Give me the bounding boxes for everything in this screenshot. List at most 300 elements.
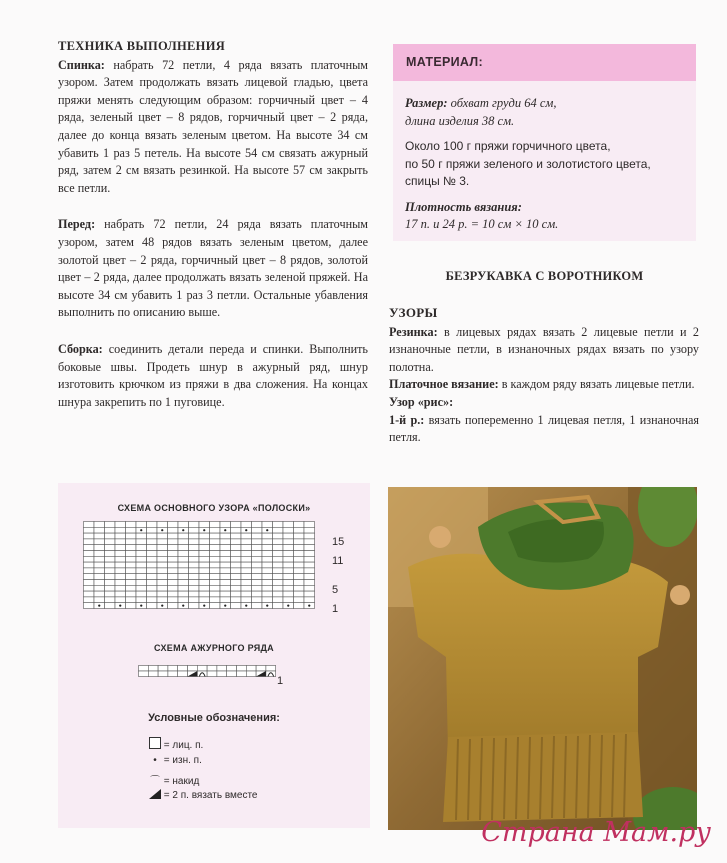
grid-cell	[283, 545, 294, 551]
grid-cell	[220, 585, 231, 591]
k2tog-triangle-icon	[149, 789, 161, 799]
purl-dot	[98, 605, 100, 607]
purl-dot	[140, 605, 142, 607]
grid-cell	[241, 597, 252, 603]
purl-dot	[140, 529, 142, 531]
grid-cell	[84, 533, 95, 539]
grid-cell	[283, 556, 294, 562]
grid-cell	[283, 562, 294, 568]
grid-cell	[294, 603, 305, 609]
grid-cell	[126, 585, 137, 591]
grid-cell	[126, 568, 137, 574]
grid-cell	[178, 580, 189, 586]
grid-cell	[241, 568, 252, 574]
main-schema-grid	[83, 521, 343, 611]
lace-grid-cell	[246, 671, 256, 677]
lace-grid-cell	[227, 671, 237, 677]
lace-grid-cell	[148, 666, 158, 672]
grid-cell	[210, 603, 221, 609]
lace-grid-cell	[188, 666, 198, 672]
grid-cell	[241, 591, 252, 597]
grid-cell	[147, 533, 158, 539]
grid-cell	[126, 562, 137, 568]
rice-label: Узор «рис»:	[389, 394, 454, 409]
grid-cell	[84, 568, 95, 574]
legend-item-k2tog	[149, 789, 258, 801]
grid-cell	[126, 545, 137, 551]
grid-cell	[252, 580, 263, 586]
grid-cell	[178, 522, 189, 528]
grid-cell	[252, 539, 263, 545]
grid-cell	[283, 527, 294, 533]
grid-cell	[84, 545, 95, 551]
grid-cell	[105, 597, 116, 603]
purl-dot	[161, 605, 163, 607]
purl-dot	[161, 529, 163, 531]
grid-cell	[178, 585, 189, 591]
lace-grid-cell	[158, 671, 168, 677]
grid-cell	[231, 574, 242, 580]
grid-cell	[178, 591, 189, 597]
grid-cell	[241, 574, 252, 580]
lace-grid-cell	[197, 666, 207, 672]
purl-dot	[224, 529, 226, 531]
grid-cell	[252, 597, 263, 603]
technique-section	[58, 38, 368, 430]
grid-cell	[178, 597, 189, 603]
purl-dot	[224, 605, 226, 607]
grid-cell	[189, 597, 200, 603]
grid-cell	[199, 580, 210, 586]
row-number-1: 1	[332, 603, 339, 615]
grid-cell	[304, 527, 315, 533]
grid-cell	[94, 597, 105, 603]
grid-cell	[231, 533, 242, 539]
grid-cell	[94, 533, 105, 539]
grid-cell	[105, 527, 116, 533]
grid-cell	[262, 562, 273, 568]
grid-cell	[115, 568, 126, 574]
grid-cell	[273, 562, 284, 568]
grid-cell	[94, 539, 105, 545]
grid-cell	[157, 591, 168, 597]
grid-cell	[294, 574, 305, 580]
grid-cell	[294, 585, 305, 591]
grid-cell	[84, 603, 95, 609]
purl-dot	[203, 605, 205, 607]
grid-cell	[147, 522, 158, 528]
grid-cell	[231, 597, 242, 603]
grid-cell	[262, 568, 273, 574]
lace-grid-cell	[139, 671, 149, 677]
grid-cell	[105, 551, 116, 557]
dot-icon: •	[153, 755, 157, 766]
grid-cell	[252, 527, 263, 533]
back-paragraph	[58, 57, 368, 198]
grid-cell	[241, 556, 252, 562]
lace-grid-cell	[197, 671, 207, 677]
grid-cell	[147, 591, 158, 597]
grid-cell	[178, 533, 189, 539]
grid-cell	[262, 556, 273, 562]
grid-cell	[273, 545, 284, 551]
grid-cell	[115, 545, 126, 551]
lace-schema-title: СХЕМА АЖУРНОГО РЯДА	[154, 643, 274, 653]
grid-cell	[136, 545, 147, 551]
purl-dot	[245, 529, 247, 531]
grid-cell	[283, 580, 294, 586]
grid-cell	[105, 603, 116, 609]
grid-cell	[126, 551, 137, 557]
grid-cell	[157, 522, 168, 528]
grid-cell	[273, 574, 284, 580]
grid-cell	[105, 539, 116, 545]
grid-cell	[283, 551, 294, 557]
grid-cell	[147, 580, 158, 586]
grid-cell	[105, 574, 116, 580]
grid-cell	[147, 556, 158, 562]
grid-cell	[252, 603, 263, 609]
grid-cell	[304, 568, 315, 574]
grid-cell	[304, 597, 315, 603]
grid-cell	[273, 522, 284, 528]
grid-cell	[94, 527, 105, 533]
grid-cell	[199, 591, 210, 597]
grid-cell	[157, 551, 168, 557]
purl-dot	[245, 605, 247, 607]
grid-cell	[210, 562, 221, 568]
grid-cell	[157, 568, 168, 574]
grid-cell	[241, 551, 252, 557]
lace-grid-cell	[168, 666, 178, 672]
grid-cell	[210, 591, 221, 597]
grid-cell	[94, 574, 105, 580]
yarn-line-1: Около 100 г пряжи горчичного цвета,	[405, 139, 611, 153]
lace-grid-cell	[217, 671, 227, 677]
grid-cell	[220, 539, 231, 545]
grid-cell	[178, 562, 189, 568]
rib-text: в лицевых рядах вязать 2 лицевые петли и 2 изнаночные петли, в изнаночных рядах вязать по узору полотна.	[389, 324, 699, 374]
purl-dot	[287, 605, 289, 607]
grid-cell	[115, 527, 126, 533]
assembly-label: Сборка:	[58, 341, 103, 356]
grid-cell	[84, 562, 95, 568]
size-line	[405, 95, 695, 113]
grid-cell	[84, 551, 95, 557]
grid-cell	[283, 591, 294, 597]
front-text: набрать 72 петли, 24 ряда вязать платочным узором, затем 48 рядов вязать зеленым цветом, далее золотой цвет – 2 ряда, горчичный цвет – 8 рядов, золотой цвет – 2 ряда, далее продолжать вязать зеленой пряжей. На высоте 34 см убавить 1 раз 3 петли. Остальные убавления выполнить по описанию выше.	[58, 217, 368, 320]
grid-cell	[115, 556, 126, 562]
grid-cell	[105, 522, 116, 528]
grid-cell	[115, 539, 126, 545]
grid-cell	[94, 551, 105, 557]
grid-cell	[273, 539, 284, 545]
grid-cell	[273, 591, 284, 597]
grid-cell	[126, 556, 137, 562]
grid-cell	[115, 597, 126, 603]
grid-cell	[304, 551, 315, 557]
grid-cell	[147, 551, 158, 557]
row-number-11: 11	[332, 555, 344, 567]
grid-cell	[126, 533, 137, 539]
main-schema-title: СХЕМА ОСНОВНОГО УЗОРА «ПОЛОСКИ»	[117, 503, 311, 513]
grid-cell	[273, 603, 284, 609]
grid-cell	[262, 580, 273, 586]
grid-cell	[199, 545, 210, 551]
grid-cell	[94, 545, 105, 551]
grid-cell	[231, 551, 242, 557]
purl-dot	[119, 605, 121, 607]
legend-item-knit	[149, 737, 203, 751]
lace-grid-cell	[158, 666, 168, 672]
grid-cell	[168, 539, 179, 545]
grid-cell	[136, 562, 147, 568]
grid-cell	[115, 580, 126, 586]
grid-cell	[189, 603, 200, 609]
grid-cell	[231, 545, 242, 551]
grid-cell	[105, 562, 116, 568]
grid-cell	[220, 597, 231, 603]
grid-cell	[115, 591, 126, 597]
grid-cell	[157, 556, 168, 562]
grid-cell	[262, 574, 273, 580]
grid-cell	[136, 556, 147, 562]
grid-cell	[136, 522, 147, 528]
grid-cell	[168, 574, 179, 580]
material-header-label: МАТЕРИАЛ:	[406, 55, 483, 69]
grid-cell	[304, 580, 315, 586]
watermark: Страна Мам.ру	[481, 817, 711, 848]
grid-cell	[294, 580, 305, 586]
lace-grid-cell	[207, 666, 217, 672]
grid-cell	[136, 585, 147, 591]
grid-cell	[273, 568, 284, 574]
grid-cell	[189, 568, 200, 574]
purl-dot	[182, 605, 184, 607]
grid-cell	[94, 522, 105, 528]
grid-cell	[283, 539, 294, 545]
grid-cell	[252, 568, 263, 574]
grid-cell	[273, 556, 284, 562]
grid-cell	[294, 556, 305, 562]
garter-text: в каждом ряду вязать лицевые петли.	[498, 377, 695, 392]
garter-paragraph	[389, 376, 699, 394]
grid-cell	[189, 585, 200, 591]
yarn-over-arc-icon: ⌒	[150, 776, 160, 787]
grid-cell	[189, 591, 200, 597]
grid-cell	[210, 551, 221, 557]
grid-cell	[241, 562, 252, 568]
grid-cell	[241, 533, 252, 539]
grid-cell	[126, 522, 137, 528]
grid-cell	[241, 522, 252, 528]
grid-cell	[199, 551, 210, 557]
grid-cell	[84, 585, 95, 591]
lace-grid-cell	[168, 671, 178, 677]
lace-grid-cell	[139, 666, 149, 672]
grid-cell	[189, 527, 200, 533]
grid-cell	[231, 539, 242, 545]
grid-cell	[294, 545, 305, 551]
grid-cell	[199, 522, 210, 528]
size-value: обхват груди 64 см,	[447, 96, 557, 110]
lace-grid-cell	[178, 671, 188, 677]
purl-dot	[266, 605, 268, 607]
lace-grid-cell	[217, 666, 227, 672]
lace-grid-cell	[207, 671, 217, 677]
grid-cell	[210, 580, 221, 586]
grid-cell	[94, 568, 105, 574]
grid-cell	[94, 591, 105, 597]
grid-cell	[157, 545, 168, 551]
grid-cell	[168, 556, 179, 562]
yarn-line-2: по 50 г пряжи зеленого и золотистого цвета,	[405, 156, 651, 171]
grid-cell	[304, 539, 315, 545]
grid-cell	[136, 597, 147, 603]
grid-cell	[105, 591, 116, 597]
length-line: длина изделия 38 см.	[405, 113, 515, 128]
assembly-text: соединить детали переда и спинки. Выполнить боковые швы. Продеть шнур в ажурный ряд, шнур изготовить крючком из пряжи в два сложения. На концах шнура закрепить по 1 пуговице.	[58, 341, 368, 409]
grid-cell	[210, 527, 221, 533]
grid-cell	[168, 545, 179, 551]
grid-cell	[252, 545, 263, 551]
grid-cell	[168, 591, 179, 597]
grid-cell	[262, 551, 273, 557]
grid-cell	[115, 522, 126, 528]
row-number-15: 15	[332, 536, 345, 548]
grid-cell	[252, 585, 263, 591]
grid-cell	[157, 580, 168, 586]
grid-cell	[84, 539, 95, 545]
grid-cell	[178, 568, 189, 574]
row1-paragraph	[389, 412, 699, 447]
grid-cell	[304, 533, 315, 539]
grid-cell	[252, 574, 263, 580]
rib-paragraph	[389, 324, 699, 377]
grid-cell	[220, 562, 231, 568]
grid-cell	[220, 568, 231, 574]
legend-title: Условные обозначения:	[148, 712, 280, 724]
grid-cell	[168, 580, 179, 586]
grid-cell	[252, 533, 263, 539]
grid-cell	[210, 556, 221, 562]
grid-cell	[147, 597, 158, 603]
grid-cell	[136, 533, 147, 539]
grid-cell	[231, 527, 242, 533]
legend-item-yarnover	[149, 772, 199, 787]
grid-cell	[231, 556, 242, 562]
legend-item-purl	[149, 755, 202, 766]
grid-cell	[283, 585, 294, 591]
grid-cell	[252, 522, 263, 528]
lace-grid-cell	[148, 671, 158, 677]
garter-label: Платочное вязание:	[389, 377, 499, 392]
grid-cell	[168, 603, 179, 609]
grid-cell	[84, 591, 95, 597]
grid-cell	[147, 574, 158, 580]
grid-cell	[189, 562, 200, 568]
grid-cell	[210, 545, 221, 551]
legend-purl-text: = изн. п.	[163, 755, 202, 766]
grid-cell	[126, 527, 137, 533]
material-header	[393, 44, 696, 81]
grid-cell	[231, 522, 242, 528]
grid-cell	[294, 533, 305, 539]
grid-cell	[105, 556, 116, 562]
grid-cell	[189, 545, 200, 551]
grid-cell	[273, 533, 284, 539]
grid-cell	[210, 522, 221, 528]
yarn-line-3: спицы № 3.	[405, 174, 470, 188]
back-text: набрать 72 петли, 4 ряда вязать платочным узором. Затем продолжать вязать лицевой гладью, цвета пряжи менять следующим образом: горчичный цвет – 4 ряда, зеленый цвет – 8 рядов, горчичный цвет – 2 ряда, далее до конца вязать зеленым цветом. На высоте 34 см убавить 1 раз 5 петель. На высоте 54 см связать ажурный ряд, затем 2 см вязать резинкой. На высоте 57 см закрыть все петли.	[58, 57, 368, 195]
grid-cell	[273, 585, 284, 591]
grid-cell	[304, 574, 315, 580]
purl-dot	[203, 529, 205, 531]
grid-cell	[283, 533, 294, 539]
grid-cell	[241, 545, 252, 551]
grid-cell	[126, 580, 137, 586]
grid-cell	[84, 574, 95, 580]
grid-cell	[241, 585, 252, 591]
grid-cell	[115, 551, 126, 557]
grid-cell	[189, 551, 200, 557]
grid-cell	[210, 585, 221, 591]
grid-cell	[115, 585, 126, 591]
grid-cell	[210, 597, 221, 603]
grid-cell	[189, 580, 200, 586]
grid-cell	[283, 597, 294, 603]
legend-yarnover-text: = накид	[163, 776, 200, 787]
grid-cell	[157, 533, 168, 539]
grid-cell	[136, 551, 147, 557]
grid-cell	[241, 539, 252, 545]
grid-cell	[294, 551, 305, 557]
grid-cell	[294, 527, 305, 533]
grid-cell	[147, 603, 158, 609]
grid-cell	[189, 556, 200, 562]
grid-cell	[273, 580, 284, 586]
grid-cell	[168, 533, 179, 539]
grid-cell	[304, 562, 315, 568]
grid-cell	[115, 574, 126, 580]
grid-cell	[178, 574, 189, 580]
grid-cell	[136, 574, 147, 580]
grid-cell	[304, 556, 315, 562]
grid-cell	[220, 522, 231, 528]
grid-cell	[262, 545, 273, 551]
grid-cell	[273, 551, 284, 557]
grid-cell	[178, 539, 189, 545]
grid-cell	[199, 539, 210, 545]
patterns-section	[389, 304, 699, 447]
lace-row-number: 1	[277, 675, 284, 687]
grid-cell	[147, 539, 158, 545]
grid-cell	[210, 539, 221, 545]
grid-cell	[273, 597, 284, 603]
row-number-5: 5	[332, 584, 339, 596]
purl-dot	[182, 529, 184, 531]
grid-cell	[262, 591, 273, 597]
size-label: Размер:	[405, 96, 448, 110]
grid-cell	[304, 585, 315, 591]
rib-label: Резинка:	[389, 324, 438, 339]
lace-grid-cell	[178, 666, 188, 672]
grid-cell	[262, 522, 273, 528]
schema-panel	[58, 483, 370, 828]
grid-cell	[147, 562, 158, 568]
grid-cell	[168, 585, 179, 591]
lace-grid-cell	[237, 671, 247, 677]
